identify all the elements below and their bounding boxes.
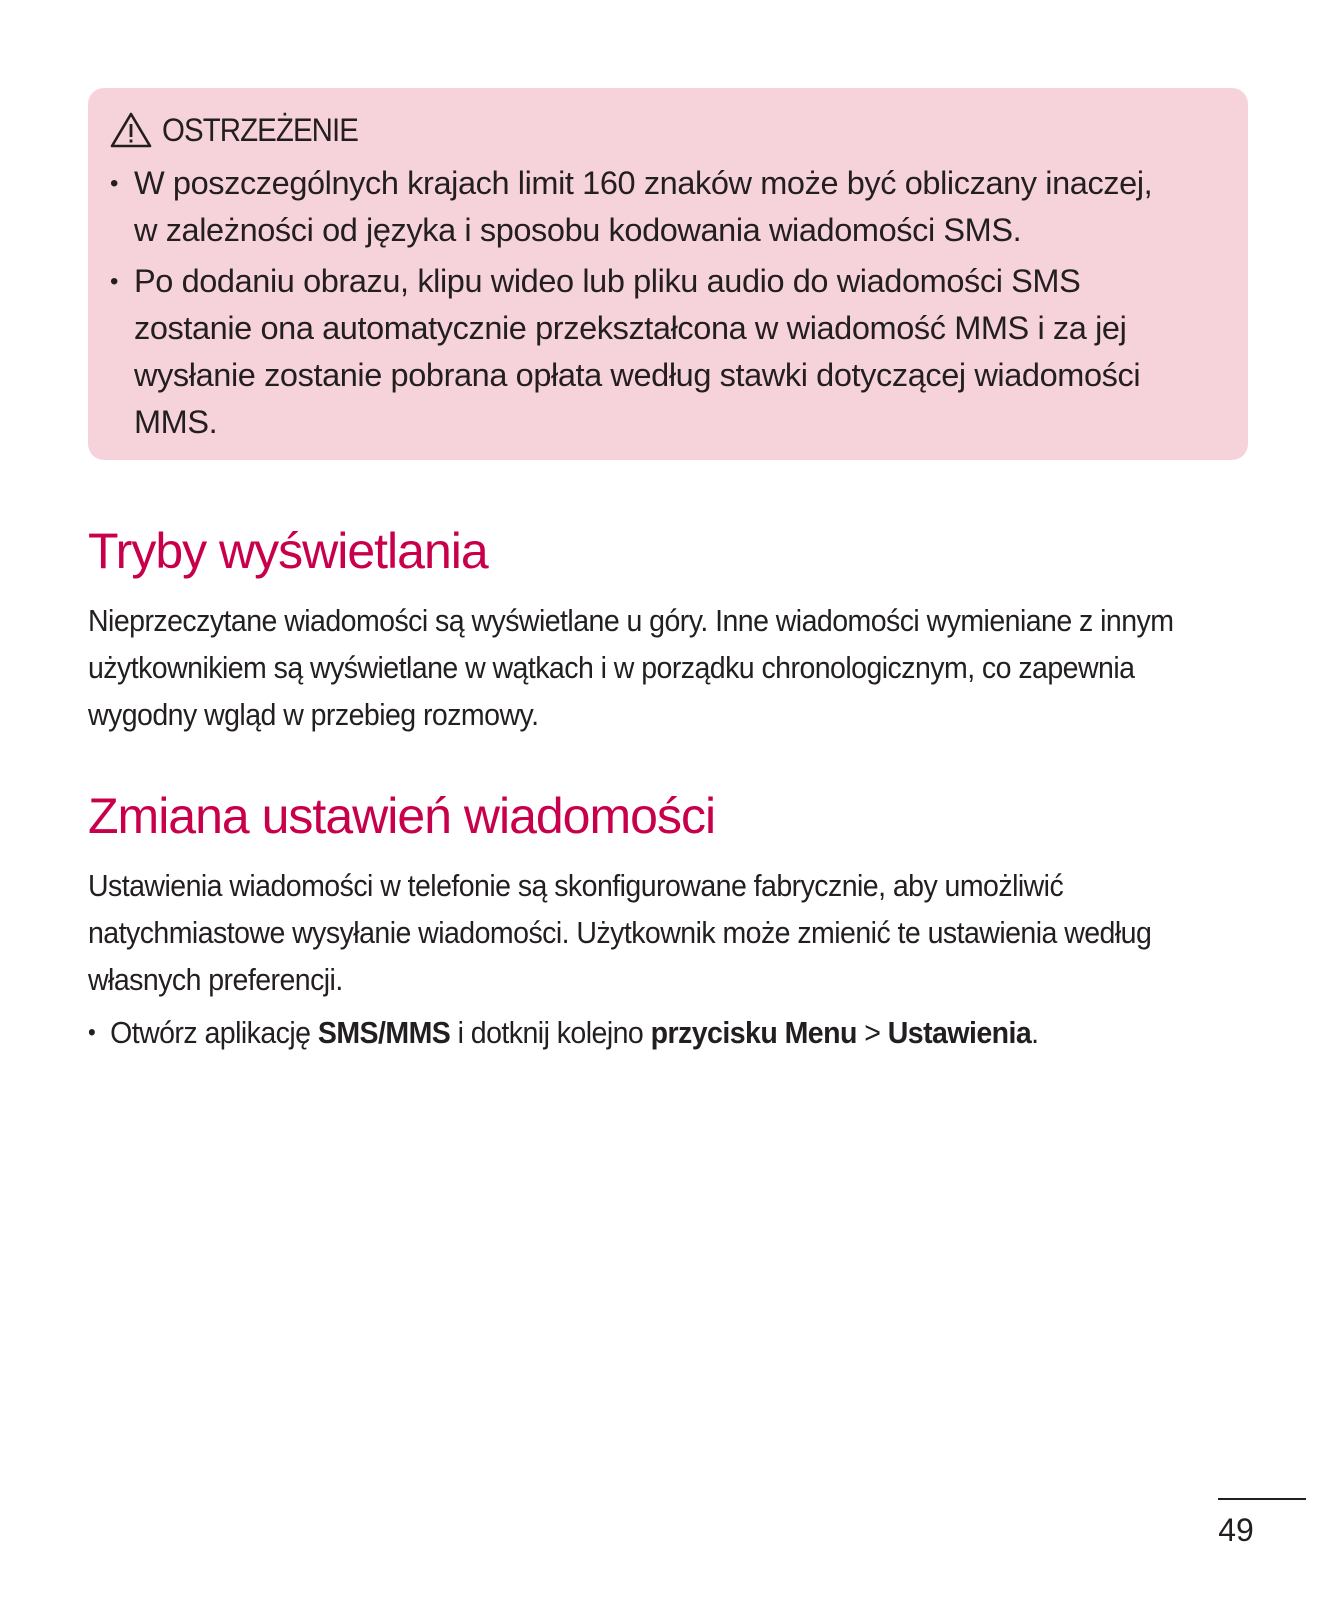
- bullet: •: [88, 1019, 96, 1046]
- menu-button-label: przycisku Menu: [650, 1015, 857, 1050]
- warning-box: [88, 88, 1248, 460]
- section-paragraph: [88, 597, 1174, 738]
- paragraph-line: natychmiastowe wysyłanie wiadomości. Użytkownik może zmienić te ustawienia według: [88, 915, 1152, 950]
- warning-item: [110, 160, 1208, 254]
- instruction-text: Otwórz aplikację: [110, 1015, 318, 1050]
- warning-item-line: Po dodaniu obrazu, klipu wideo lub pliku audio do wiadomości SMS: [134, 263, 1081, 299]
- app-name-sms-mms: SMS/MMS: [317, 1015, 451, 1050]
- warning-list: [110, 160, 1208, 446]
- paragraph-line: wygodny wgląd w przebieg rozmowy.: [88, 697, 539, 732]
- paragraph-line: użytkownikiem są wyświetlane w wątkach i w porządku chronologicznym, co zapewnia: [88, 650, 1135, 685]
- warning-title: OSTRZEŻENIE: [162, 111, 358, 148]
- warning-triangle-icon: [110, 112, 152, 148]
- section-title-message-settings: Zmiana ustawień wiadomości: [88, 788, 716, 844]
- warning-header: [110, 108, 1208, 152]
- page-number-rule: [1218, 1498, 1306, 1500]
- instruction-bullet: [88, 1009, 1039, 1056]
- warning-item-line: zostanie ona automatycznie przekształcona w wiadomość MMS i za jej: [134, 310, 1127, 346]
- instruction-text: i dotknij kolejno: [450, 1015, 651, 1050]
- section-title-display-modes: Tryby wyświetlania: [88, 523, 488, 579]
- settings-label: Ustawienia: [887, 1015, 1032, 1050]
- bullet: •: [110, 170, 119, 197]
- separator: >: [856, 1015, 888, 1050]
- paragraph-line: Ustawienia wiadomości w telefonie są skonfigurowane fabrycznie, aby umożliwić: [88, 868, 1064, 903]
- paragraph-line: własnych preferencji.: [88, 962, 343, 997]
- warning-item-line: W poszczególnych krajach limit 160 znaków może być obliczany inaczej,: [134, 165, 1153, 201]
- warning-item-line: w zależności od języka i sposobu kodowania wiadomości SMS.: [134, 212, 1022, 248]
- page-number: 49: [1218, 1512, 1254, 1548]
- instruction-text: .: [1031, 1015, 1039, 1050]
- warning-item-line: MMS.: [134, 404, 218, 440]
- paragraph-line: Nieprzeczytane wiadomości są wyświetlane u góry. Inne wiadomości wymieniane z innym: [88, 603, 1174, 638]
- section-paragraph: [88, 862, 1152, 1003]
- bullet: •: [110, 268, 119, 295]
- warning-item: [110, 258, 1208, 446]
- warning-item-line: wysłanie zostanie pobrana opłata według stawki dotyczącej wiadomości: [134, 357, 1141, 393]
